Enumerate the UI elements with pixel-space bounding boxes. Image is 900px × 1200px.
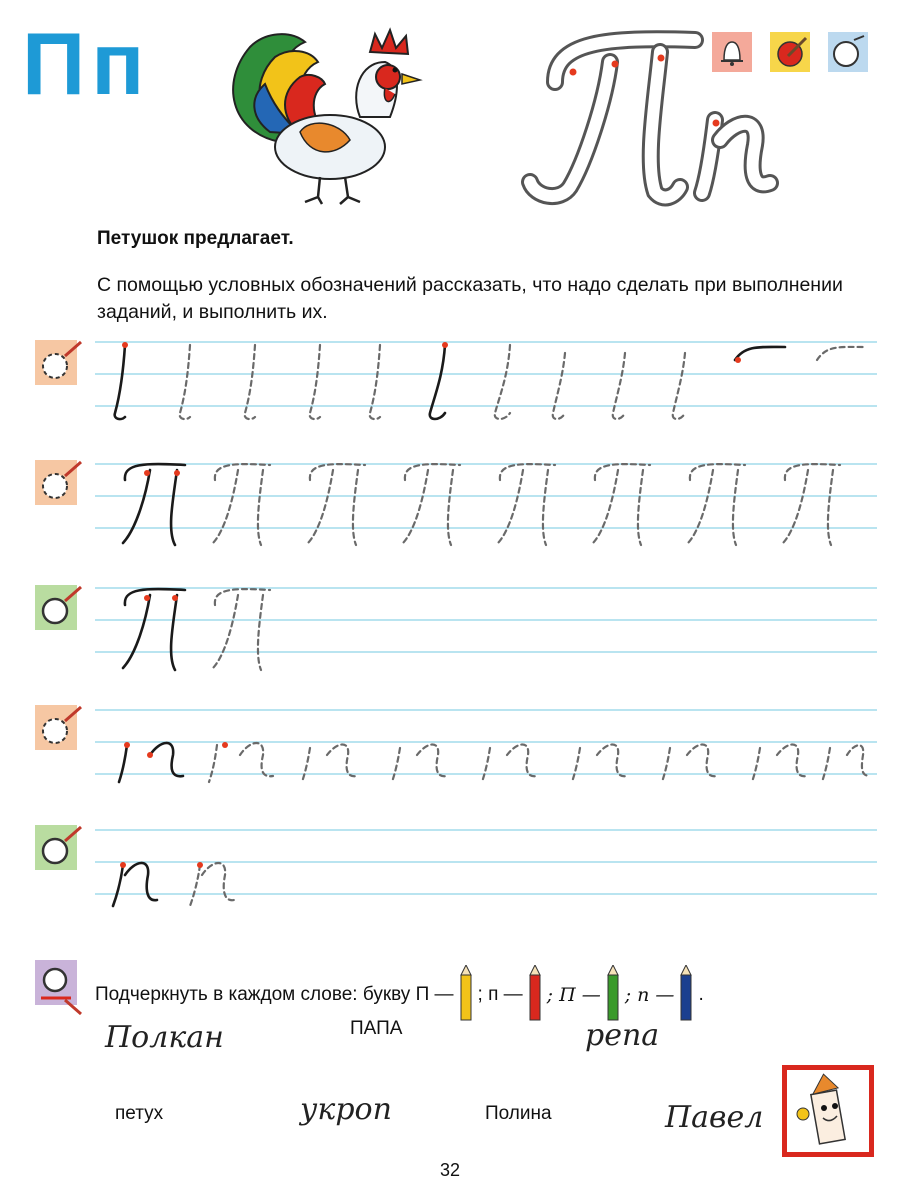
- row1-dashed-circle-pencil-icon: [35, 340, 77, 385]
- row1-stroke-practice: [95, 335, 877, 435]
- underline-task-text: [95, 965, 704, 1025]
- row5-lowercase-letter-practice: [95, 850, 877, 920]
- big-letter-heading: [22, 14, 151, 113]
- red-pencil-icon: [527, 965, 543, 1025]
- task-title: Петушок предлагает.: [97, 228, 294, 249]
- word-papa: ПАПА: [350, 1018, 403, 1039]
- word-ukrop: укроп: [300, 1092, 392, 1127]
- big-letter-upper: П: [22, 14, 92, 113]
- row2-dashed-circle-pencil-icon: [35, 460, 77, 505]
- paint-brush-icon: [770, 32, 810, 72]
- word-repa: репа: [585, 1018, 660, 1053]
- rooster-illustration: [210, 22, 440, 207]
- script-letter-tracing-guide: [515, 22, 715, 207]
- page-number: 32: [439, 1160, 461, 1180]
- capital-p-solid: [123, 464, 185, 545]
- bell-icon: [712, 32, 752, 72]
- underline-task-end: .: [698, 984, 704, 1005]
- yellow-pencil-icon: [458, 965, 474, 1025]
- row4-lowercase-stroke-practice: [95, 730, 877, 800]
- green-pencil-icon: [605, 965, 621, 1025]
- word-polkan: Полкан: [105, 1020, 224, 1055]
- task-instruction: С помощью условных обозначений рассказать, что надо сделать при выполнении заданий, и выполнить их.: [97, 274, 843, 323]
- circle-trace-icon: [828, 32, 868, 72]
- underline-task-part4: ; п —: [624, 984, 675, 1006]
- word-petukh: петух: [115, 1103, 164, 1124]
- word-polina: Полина: [485, 1103, 552, 1124]
- underline-task-prefix: Подчеркнуть в каждом слове: букву П —: [95, 984, 454, 1005]
- underline-task-part3: ; П —: [546, 984, 601, 1006]
- blue-pencil-icon: [678, 965, 694, 1025]
- word-pavel: Павел: [665, 1100, 764, 1135]
- row3-capital-letter-practice: [95, 580, 877, 680]
- underline-task-part2: ; п —: [477, 984, 523, 1005]
- row2-capital-letter-practice: [95, 455, 877, 555]
- underline-task-icon: [35, 960, 77, 1005]
- pencil-character-illustration: [782, 1065, 874, 1157]
- script-lowercase-tracing-guide: [690, 105, 790, 205]
- big-letter-lower: п: [91, 14, 151, 113]
- row3-circle-pencil-icon: [35, 585, 77, 630]
- row4-dashed-circle-pencil-icon: [35, 705, 77, 750]
- row5-circle-pencil-icon: [35, 825, 77, 870]
